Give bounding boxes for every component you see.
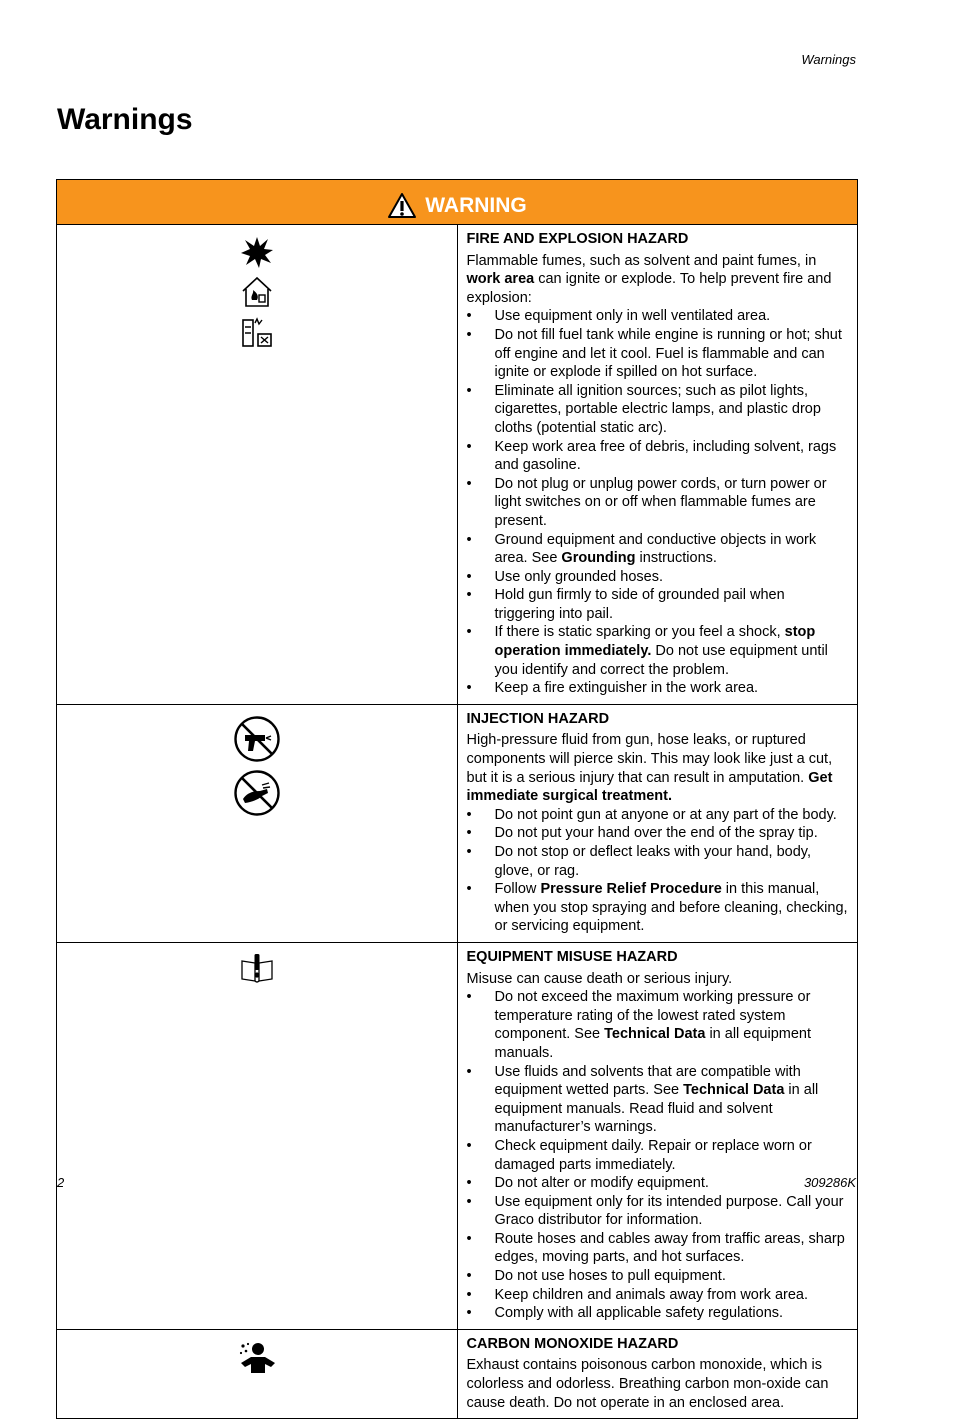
- hazard-list-item: • Follow Pressure Relief Procedure in this manual, when you stop spraying and before cleaning, checking, or servicing equipment.: [467, 880, 850, 936]
- no-hand-spray-icon: [233, 769, 281, 817]
- hazard-list-item: • Keep children and animals away from work area.: [467, 1286, 850, 1305]
- warning-label: WARNING: [425, 193, 527, 217]
- hazard-icons: [57, 704, 458, 942]
- hazard-icons: [57, 225, 458, 705]
- hazard-intro: High-pressure fluid from gun, hose leaks, or ruptured components will pierce skin. This may look like just a cut, but it is a serious injury that can result in amputation. Get immediate surgical treatment.: [466, 732, 833, 805]
- hazard-text: [457, 1329, 858, 1418]
- warning-banner: [57, 180, 858, 225]
- hazard-list-item: • Do not stop or deflect leaks with your hand, body, glove, or rag.: [467, 843, 850, 880]
- hazard-row-injection: [57, 704, 858, 942]
- no-spray-gun-icon: [233, 715, 281, 763]
- hazard-title: EQUIPMENT MISUSE HAZARD: [466, 948, 678, 965]
- hazard-list-item: • Keep work area free of debris, including solvent, rags and gasoline.: [467, 438, 850, 475]
- hazard-text: [457, 704, 858, 942]
- hazard-list-item: • Use equipment only in well ventilated area.: [467, 307, 850, 326]
- hazard-text: [457, 942, 858, 1329]
- exhaust-person-icon: [237, 1340, 277, 1374]
- hazard-row-misuse: [57, 942, 858, 1329]
- hazard-icons: [57, 1329, 458, 1418]
- hazard-list: [467, 307, 850, 697]
- read-manual-icon: [240, 953, 274, 983]
- hazard-list-item: • Eliminate all ignition sources; such as pilot lights, cigarettes, portable electric lamps, and plastic drop cloths (potential static arc).: [467, 382, 850, 438]
- hazard-list-item: • Check equipment daily. Repair or replace worn or damaged parts immediately.: [467, 1137, 850, 1174]
- page-title: Warnings: [57, 103, 193, 136]
- hazard-list: [467, 988, 850, 1323]
- hazard-list-item: • Do not put your hand over the end of the spray tip.: [467, 824, 850, 843]
- hazard-list-item: • Route hoses and cables away from traffic areas, sharp edges, moving parts, and hot surfaces.: [467, 1230, 850, 1267]
- hazard-intro: Exhaust contains poisonous carbon monoxide, which is colorless and odorless. Breathing carbon mon-oxide can cause death. Do not operate in an enclosed area.: [466, 1357, 829, 1411]
- hazard-list-item: • Do not plug or unplug power cords, or turn power or light switches on or off when flammable fumes are present.: [467, 475, 850, 531]
- hazard-title: FIRE AND EXPLOSION HAZARD: [466, 231, 689, 247]
- hazard-intro: Misuse can cause death or serious injury.: [466, 970, 733, 987]
- hazard-list-item: • Do not exceed the maximum working pressure or temperature rating of the lowest rated system component. See Technical Data in all equipment manuals.: [467, 988, 850, 1062]
- hazard-title: INJECTION HAZARD: [466, 710, 610, 727]
- hazard-list-item: • Keep a fire extinguisher in the work area.: [467, 679, 850, 698]
- hazard-text: [457, 225, 858, 705]
- hazard-list-item: • Do not point gun at anyone or at any part of the body.: [467, 806, 850, 825]
- fire-house-icon: [240, 275, 274, 309]
- hazard-list-item: • Use fluids and solvents that are compatible with equipment wetted parts. See Technical Data in all equipment manuals. Read fluid and solvent manufacturer’s warnings.: [467, 1063, 850, 1137]
- hazard-list-item: • Use only grounded hoses.: [467, 568, 850, 587]
- hazard-icons: [57, 942, 458, 1329]
- warning-table: [56, 179, 858, 1419]
- hazard-list-item: • Ground equipment and conductive objects in work area. See Grounding instructions.: [467, 531, 850, 568]
- hazard-row-carbon-monoxide: [57, 1329, 858, 1418]
- hazard-list-item: • Comply with all applicable safety regulations.: [467, 1304, 850, 1323]
- hazard-row-fire: [57, 225, 858, 705]
- document-number: 309286K: [803, 1175, 856, 1190]
- hazard-list-item: • Do not alter or modify equipment.: [467, 1174, 850, 1193]
- hazard-list-item: • Do not use hoses to pull equipment.: [467, 1267, 850, 1286]
- sparks-equipment-icon: [240, 315, 274, 349]
- hazard-title: CARBON MONOXIDE HAZARD: [466, 1335, 679, 1352]
- explosion-icon: [240, 235, 274, 269]
- hazard-intro: Flammable fumes, such as solvent and paint fumes, in work area can ignite or explode. To help prevent fire and explosion:: [466, 252, 832, 306]
- warning-triangle-icon: [387, 192, 417, 219]
- running-head: Warnings: [801, 52, 856, 67]
- page-number: 2: [57, 1175, 65, 1190]
- hazard-list: [467, 806, 850, 936]
- hazard-list-item: • Hold gun firmly to side of grounded pail when triggering into pail.: [467, 586, 850, 623]
- hazard-list-item: • Use equipment only for its intended purpose. Call your Graco distributor for information.: [467, 1193, 850, 1230]
- hazard-list-item: • Do not fill fuel tank while engine is running or hot; shut off engine and let it cool. Fuel is flammable and can ignite or explode if spilled on hot surface.: [467, 326, 850, 382]
- hazard-list-item: • If there is static sparking or you feel a shock, stop operation immediately. Do not use equipment until you identify and correct the problem.: [467, 623, 850, 679]
